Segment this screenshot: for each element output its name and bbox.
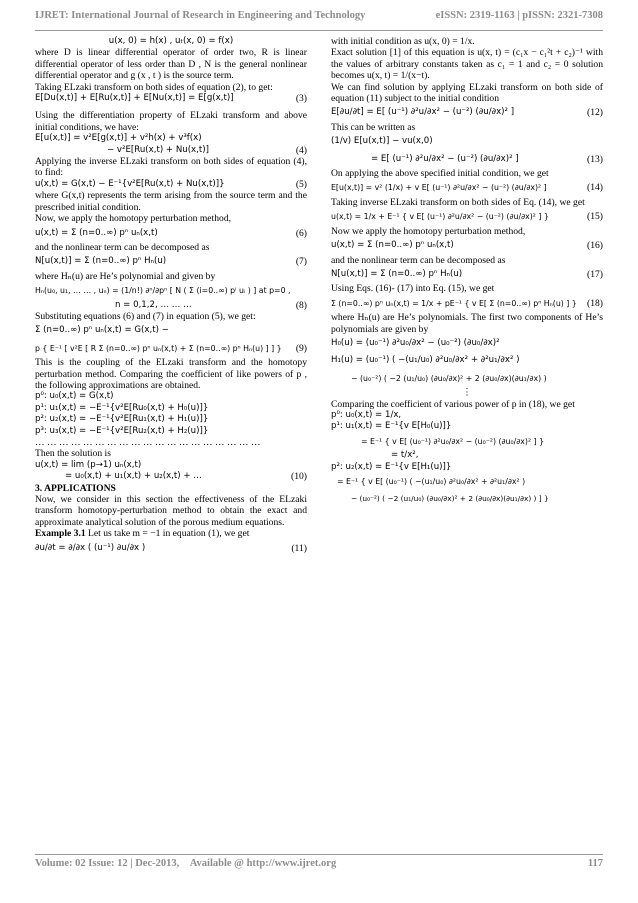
paragraph: and the nonlinear term can be decomposed as: [35, 241, 210, 253]
vertical-ellipsis: ⋮: [462, 387, 472, 399]
paragraph: Applying the inverse ELzaki transform on both sides of equation (4), to find:: [35, 156, 307, 179]
paragraph: This is the coupling of the ELzaki transform and the homotopy perturbation method. Comparing the coefficient of like powers of p , the following approximations are obtained.: [35, 357, 307, 391]
initial-conditions: u(x, 0) = h(x) , uₜ(x, 0) = f(x): [108, 36, 234, 46]
solution-p2a: p²: u₂(x,t) = E⁻¹{v E[H₁(u)]}: [331, 461, 452, 472]
example-intro: Example 3.1 Let us take m = −1 in equation (1), we get: [35, 528, 250, 540]
issn: eISSN: 2319-1163 | pISSN: 2321-7308: [435, 10, 603, 21]
paragraph: where Hₙ(u) are He’s polynomials. The first two components of He’s polynomials are given by: [331, 312, 603, 335]
solution-p2c: − (u₀⁻²) ( −2 (u₁/u₀) (∂u₀/∂x)² + 2 (∂u₀/∂x)(∂u₁/∂x) ) ] }: [351, 494, 549, 504]
approx-p3: p³: u₃(x,t) = −E⁻¹{v²E[Ru₂(x,t) + H₂(u)]}: [35, 425, 209, 436]
equation-12: E[∂u/∂t] = E[ (u⁻¹) ∂²u/∂x² − (u⁻²) (∂u/∂x)² ] (12): [331, 107, 603, 119]
equation-7: N[u(x,t)] = Σ (n=0..∞) pⁿ Hₙ(u) (7): [35, 256, 307, 268]
journal-name: IJRET: International Journal of Research in Engineering and Technology: [35, 10, 366, 21]
running-header: [35, 10, 603, 21]
paragraph: Taking ELzaki transform on both sides of equation (2), to get:: [35, 81, 273, 93]
approx-p1: p¹: u₁(x,t) = −E⁻¹{v²E[Ru₀(x,t) + H₀(u)]}: [35, 402, 209, 413]
equation-10a: u(x,t) = lim (p→1) uₙ(x,t): [35, 459, 142, 470]
equation-13a: (1/v) E[u(x,t)] − vu(x,0): [331, 136, 433, 147]
paragraph: where D is linear differential operator of order two, R is linear differential operator of less order than D , N is the general nonlinear differential operator and g (x , t ) is the source term.: [35, 47, 307, 82]
page-number: 117: [587, 858, 603, 869]
equation-5: u(x,t) = G(x,t) − E⁻¹{v²E[Ru(x,t) + Nu(x,t)]} (5): [35, 178, 307, 190]
solution-p1c: = t/x²,: [391, 450, 419, 461]
solution-p2b: = E⁻¹ { v E[ (u₀⁻¹) ( −(u₁/u₀) ∂²u₀/∂x² + ∂²u₁/∂x² ): [337, 477, 526, 486]
paragraph: Comparing the coefficient of various power of p in (18), we get: [331, 398, 575, 410]
journal-url[interactable]: Available @ http://www.ijret.org: [189, 858, 337, 869]
paragraph: Using the differentiation property of ELzaki transform and above initial conditions, we have:: [35, 110, 307, 133]
header-divider: [35, 30, 603, 31]
equation-10b: = u₀(x,t) + u₁(x,t) + u₂(x,t) + … (10): [65, 471, 307, 483]
equation-8a: Hₙ(u₀, u₁, … … , uₙ) = (1/n!) ∂ⁿ/∂pⁿ [ N ( Σ (i=0..∞) pⁱ uᵢ ) ] at p=0 ,: [35, 286, 291, 296]
equation-6: u(x,t) = Σ (n=0..∞) pⁿ uₙ(x,t) (6): [35, 227, 307, 239]
paragraph: with initial condition as u(x, 0) = 1/x.: [331, 36, 475, 47]
paragraph: Taking inverse ELzaki transform on both sides of Eq. (14), we get: [331, 196, 585, 208]
approx-p2: p²: u₂(x,t) = −E⁻¹{v²E[Ru₁(x,t) + H₁(u)]}: [35, 414, 209, 425]
paragraph: We can find solution by applying ELzaki transform on both side of equation (11) subject to the initial condition: [331, 81, 603, 105]
paragraph: On applying the above specified initial condition, we get: [331, 168, 549, 180]
running-footer: [35, 858, 603, 869]
equation-9b: p { E⁻¹ [ v²E [ R Σ (n=0..∞) pⁿ uₙ(x,t) + Σ (n=0..∞) pⁿ Hₙ(u) ] ] } (9): [35, 342, 307, 354]
paragraph: Using Eqs. (16)- (17) into Eq. (15), we get: [331, 283, 495, 295]
equation-16: u(x,t) = Σ (n=0..∞) pⁿ uₙ(x,t) (16): [331, 240, 603, 252]
equation-13b: = E[ (u⁻¹) ∂²u/∂x² − (u⁻²) (∂u/∂x)² ] (13): [371, 153, 603, 165]
paragraph: Now, we apply the homotopy perturbation method,: [35, 213, 232, 225]
he-polynomial-h1a: H₁(u) = (u₀⁻¹) ( −(u₁/u₀) ∂²u₀/∂x² + ∂²u₁/∂x² ): [331, 355, 520, 366]
equation-9a: Σ (n=0..∞) pⁿ uₙ(x,t) = G(x,t) −: [35, 325, 169, 336]
solution-p1a: p¹: u₁(x,t) = E⁻¹{v E[H₀(u)]}: [331, 421, 452, 432]
paragraph: where G(x,t) represents the term arising from the source term and the prescribed initial condition.: [35, 190, 307, 213]
issue-info: Volume: 02 Issue: 12 | Dec-2013, Available @ http://www.ijret.org: [35, 858, 337, 869]
solution-p0: p⁰: u₀(x,t) = 1/x,: [331, 409, 402, 420]
equation-4a: E[u(x,t)] = v²E[g(x,t)] + v²h(x) + v³f(x): [35, 133, 202, 144]
paragraph: Now we apply the homotopy perturbation method,: [331, 225, 526, 237]
paragraph: where Hₙ(u) are He’s polynomial and given by: [35, 270, 216, 282]
equation-14: E[u(x,t)] = v² (1/x) + v E[ (u⁻¹) ∂²u/∂x² − (u⁻²) (∂u/∂x)² ] (14): [331, 182, 603, 194]
approx-p0: p⁰: u₀(x,t) = G(x,t): [35, 391, 114, 402]
equation-4b: − v²E[Ru(x,t) + Nu(x,t)] (4): [107, 144, 307, 156]
paragraph: and the nonlinear term can be decomposed as: [331, 254, 506, 266]
paragraph: Exact solution [1] of this equation is u(x, t) = (c₁x − c₁²t + c₂)⁻¹ with the values of arbitrary constants taken as c₁ = 1 and c₂ = 0 solution becomes u(x, t) = 1/(x−t).: [331, 47, 603, 82]
he-polynomial-h0: H₀(u) = (u₀⁻¹) ∂²u₀/∂x² − (u₀⁻²) (∂u₀/∂x)²: [331, 337, 500, 348]
right-column: [331, 36, 603, 508]
paragraph: Now, we consider in this section the effectiveness of the ELzaki transform homotopy-perturbation method to obtain the exact and approximate analytical solution of the porous medium equations.: [35, 494, 307, 528]
section-heading: 3. APPLICATIONS: [35, 482, 116, 494]
paragraph: Substituting equations (6) and (7) in equation (5), we get:: [35, 310, 256, 322]
equation-17: N[u(x,t)] = Σ (n=0..∞) pⁿ Hₙ(u) (17): [331, 268, 603, 280]
footer-divider: [35, 854, 603, 855]
paragraph: This can be written as: [331, 121, 416, 133]
ellipsis-row: … … … … … … … … … … … … … … … … … … …: [35, 437, 261, 448]
solution-p1b: = E⁻¹ { v E[ (u₀⁻¹) ∂²u₀/∂x² − (u₀⁻²) (∂u₀/∂x)² ] }: [361, 436, 545, 446]
left-column: [35, 36, 307, 557]
equation-8b: n = 0,1,2, … … … (8): [115, 299, 307, 311]
equation-3: E[Du(x,t)] + E[Ru(x,t)] + E[Nu(x,t)] = E[g(x,t)] (3): [35, 93, 307, 105]
paragraph: Then the solution is: [35, 448, 111, 460]
equation-15: u(x,t) = 1/x + E⁻¹ { v E[ (u⁻¹) ∂²u/∂x² − (u⁻²) (∂u/∂x)² ] } (15): [331, 211, 603, 223]
he-polynomial-h1b: − (u₀⁻²) ( −2 (u₁/u₀) (∂u₀/∂x)² + 2 (∂u₀/∂x)(∂u₁/∂x) ): [351, 373, 547, 383]
equation-11: ∂u/∂t = ∂/∂x ( (u⁻¹) ∂u/∂x ) (11): [35, 542, 307, 554]
equation-18: Σ (n=0..∞) pⁿ uₙ(x,t) = 1/x + pE⁻¹ { v E[ Σ (n=0..∞) pⁿ Hₙ(u) ] } (18): [331, 297, 603, 309]
